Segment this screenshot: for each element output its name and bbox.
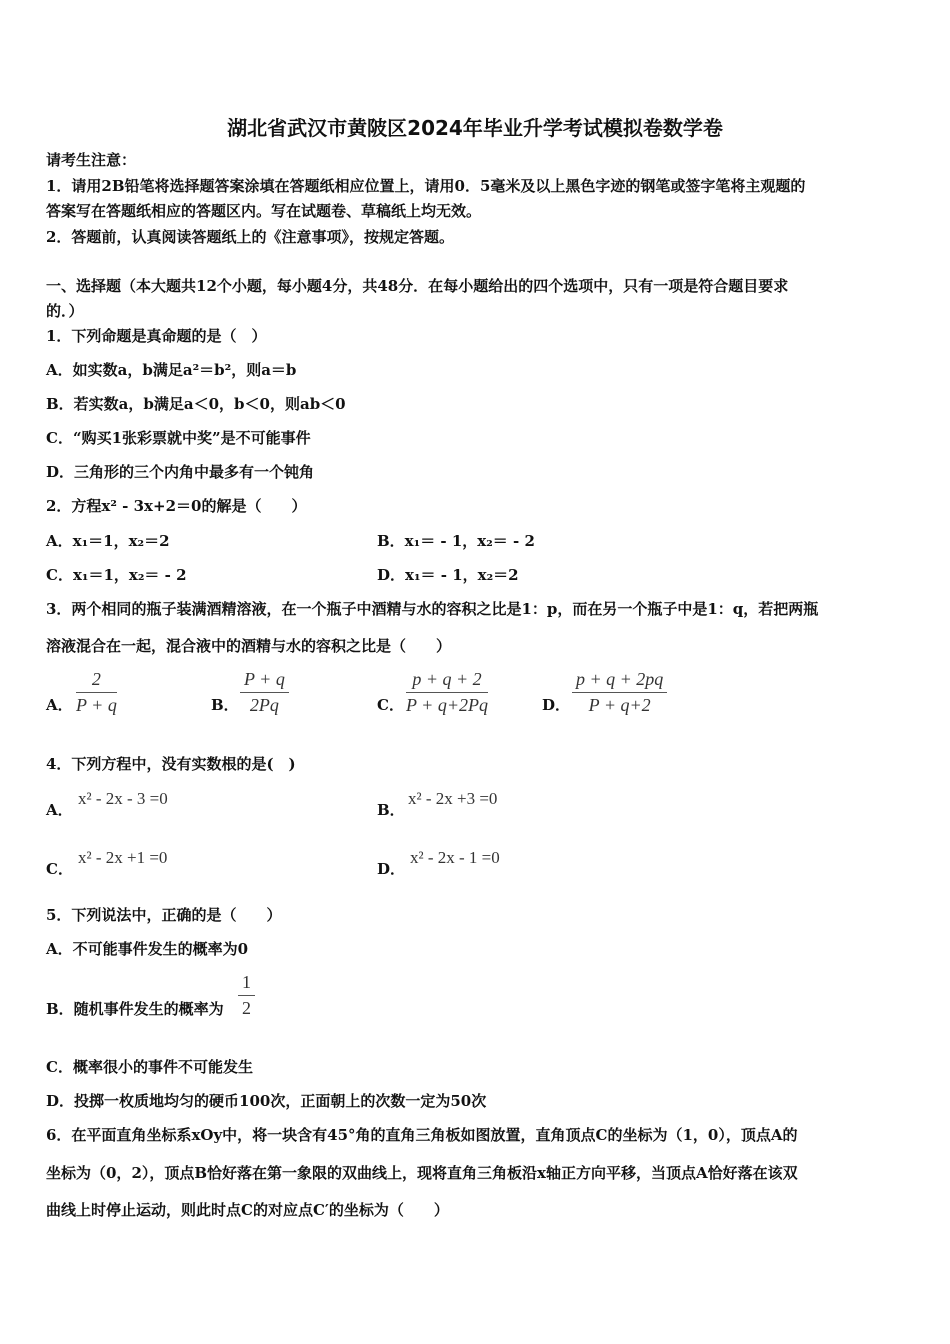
question-3-option-d-fraction: [572, 669, 667, 716]
denominator: 2: [242, 998, 251, 1018]
question-2-option-d: D．x₁＝ - 1，x₂＝2: [377, 566, 519, 584]
question-4-option-a-label: A．: [46, 801, 73, 819]
question-1-option-b: B．若实数a，b满足a＜0，b＜0，则ab＜0: [46, 395, 346, 413]
numerator: p + q + 2: [406, 669, 488, 693]
question-5-option-a: A．不可能事件发生的概率为0: [46, 940, 249, 958]
question-3-stem: 3．两个相同的瓶子装满酒精溶液，在一个瓶子中酒精与水的容积之比是1：p，而在另一个瓶子中是1：q，若把两瓶: [46, 600, 819, 618]
question-3-option-d-label: D．: [542, 696, 571, 714]
section-heading: 一、选择题（本大题共12个小题，每小题4分，共48分．在每小题给出的四个选项中，只有一项是符合题目要求: [46, 277, 789, 295]
denominator: P + q: [76, 695, 117, 715]
question-3-option-b-label: B．: [211, 696, 239, 714]
numerator: p + q + 2pq: [572, 669, 667, 693]
question-4-option-d-label: D．: [377, 860, 406, 878]
question-2-option-c: C．x₁＝1，x₂＝ - 2: [46, 566, 187, 584]
question-5-option-b: B．随机事件发生的概率为: [46, 1000, 224, 1018]
question-3-option-a-fraction: [76, 669, 117, 716]
question-3-option-c-label: C．: [377, 696, 404, 714]
question-4-option-c-label: C．: [46, 860, 73, 878]
numerator: 2: [76, 669, 117, 693]
page-title: 湖北省武汉市黄陂区2024年毕业升学考试模拟卷数学卷: [227, 116, 723, 140]
numerator: P + q: [240, 669, 289, 693]
question-3-stem-cont: 溶液混合在一起，混合液中的酒精与水的容积之比是（ ）: [46, 637, 452, 655]
question-6-stem-cont: 曲线上时停止运动，则此时点C的对应点C′的坐标为（ ）: [46, 1201, 449, 1219]
question-4-option-a-equation: x² - 2x - 3 =0: [78, 789, 168, 808]
question-4-stem: 4．下列方程中，没有实数根的是( ): [46, 755, 296, 773]
question-5-option-b-fraction: [238, 972, 255, 1019]
question-1-stem: 1．下列命题是真命题的是（ ）: [46, 327, 267, 345]
question-6-stem: 6．在平面直角坐标系xOy中，将一块含有45°角的直角三角板如图放置，直角顶点C的坐标为（1，0），顶点A的: [46, 1126, 798, 1144]
question-2-option-a: A．x₁＝1，x₂＝2: [46, 532, 170, 550]
notice-heading: 请考生注意：: [46, 151, 137, 169]
question-1-option-a: A．如实数a，b满足a²＝b²，则a＝b: [46, 361, 297, 379]
question-2-option-b: B．x₁＝ - 1，x₂＝ - 2: [377, 532, 535, 550]
question-4-option-b-label: B．: [377, 801, 405, 819]
question-4-option-d-equation: x² - 2x - 1 =0: [410, 848, 500, 867]
question-1-option-d: D．三角形的三个内角中最多有一个钝角: [46, 463, 315, 481]
notice-line: 2．答题前，认真阅读答题纸上的《注意事项》，按规定答题。: [46, 228, 454, 246]
question-5-stem: 5．下列说法中，正确的是（ ）: [46, 906, 282, 924]
question-5-option-c: C．概率很小的事件不可能发生: [46, 1058, 253, 1076]
question-3-option-a-label: A．: [46, 696, 73, 714]
question-4-option-c-equation: x² - 2x +1 =0: [78, 848, 168, 867]
question-2-stem: 2．方程x² - 3x+2＝0的解是（ ）: [46, 497, 307, 515]
question-1-option-c: C．“购买1张彩票就中奖”是不可能事件: [46, 429, 311, 447]
notice-line: 答案写在答题纸相应的答题区内。写在试题卷、草稿纸上均无效。: [46, 202, 482, 220]
numerator: 1: [238, 972, 255, 996]
question-3-option-b-fraction: [240, 669, 289, 716]
question-4-option-b-equation: x² - 2x +3 =0: [408, 789, 498, 808]
section-heading-cont: 的．）: [46, 302, 84, 320]
question-5-option-d: D．投掷一枚质地均匀的硬币100次，正面朝上的次数一定为50次: [46, 1092, 487, 1110]
denominator: P + q+2Pq: [406, 695, 488, 715]
question-6-stem-cont: 坐标为（0，2），顶点B恰好落在第一象限的双曲线上，现将直角三角板沿x轴正方向平移，当顶点A恰好落在该双: [46, 1164, 798, 1182]
question-3-option-c-fraction: [406, 669, 488, 716]
denominator: P + q+2: [588, 695, 651, 715]
notice-line: 1．请用2B铅笔将选择题答案涂填在答题纸相应位置上，请用0．5毫米及以上黑色字迹的钢笔或签字笔将主观题的: [46, 177, 806, 195]
denominator: 2Pq: [249, 695, 279, 715]
